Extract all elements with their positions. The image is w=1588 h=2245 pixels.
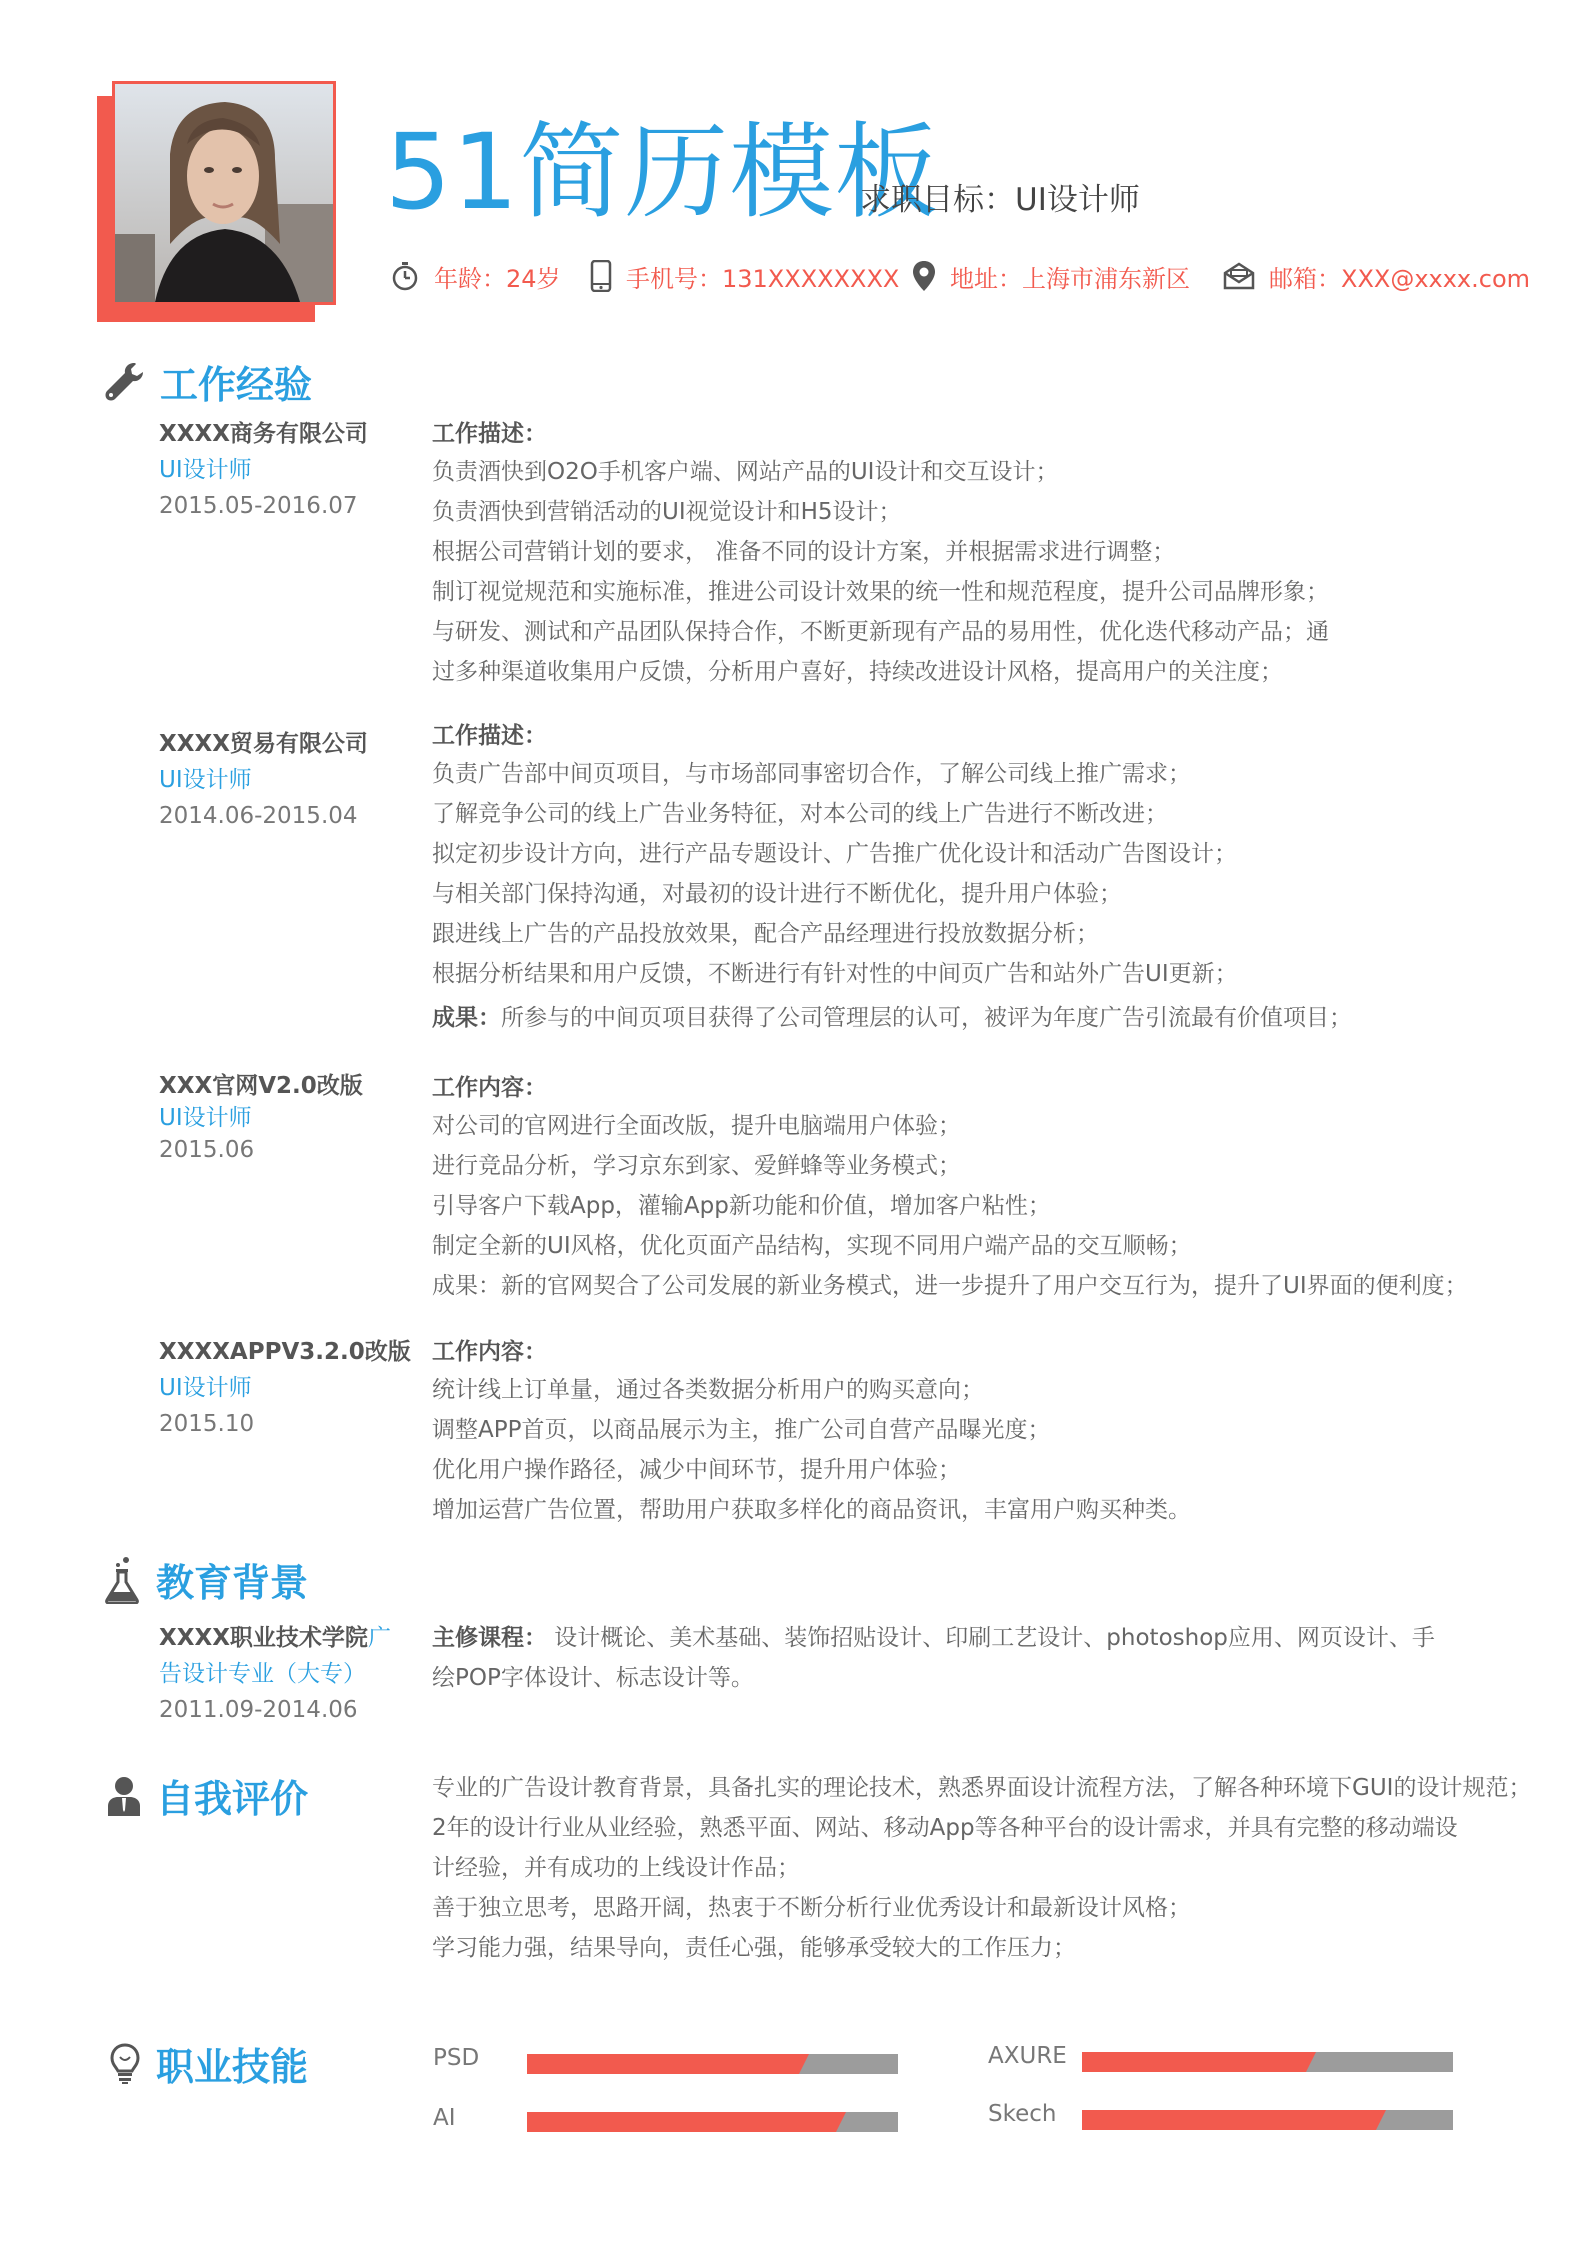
lightbulb-icon xyxy=(110,2043,140,2085)
location-pin-icon xyxy=(912,260,936,292)
section-work-title: 工作经验 xyxy=(160,363,313,407)
skill-bar xyxy=(1082,2110,1453,2130)
contact-email xyxy=(1223,256,1530,296)
stopwatch-icon xyxy=(390,261,420,291)
company-name: XXXX商务有限公司 xyxy=(159,421,368,447)
description-line: 与研发、测试和产品团队保持合作，不断更新现有产品的易用性，优化迭代移动产品；通 xyxy=(432,619,1329,645)
description-line: 负责酒快到O2O手机客户端、网站产品的UI设计和交互设计； xyxy=(432,459,1059,485)
job-date: 2015.05-2016.07 xyxy=(159,493,358,519)
job-date: 2015.06 xyxy=(159,1137,255,1163)
section-work-heading xyxy=(104,354,312,409)
contact-email-text: 邮箱：XXX@xxxx.com xyxy=(1269,264,1531,293)
description-line: 增加运营广告位置，帮助用户获取多样化的商品资讯，丰富用户购买种类。 xyxy=(432,1497,1191,1523)
contact-age-text: 年龄：24岁 xyxy=(434,264,561,293)
education-desc xyxy=(432,1618,1512,1698)
skill-name: AI xyxy=(433,2105,456,2131)
section-education-heading xyxy=(104,1552,308,1607)
course-label: 主修课程： xyxy=(432,1625,547,1651)
skill-bar xyxy=(527,2054,898,2074)
skill-bar-fill xyxy=(527,2112,846,2132)
description-line: 统计线上订单量，通过各类数据分析用户的购买意向； xyxy=(432,1377,984,1403)
description-line: 过多种渠道收集用户反馈，分析用户喜好，持续改进设计风格，提高用户的关注度； xyxy=(432,659,1283,685)
mobile-phone-icon xyxy=(590,260,612,292)
work-entry-2-desc xyxy=(432,718,1512,1038)
description-heading: 工作内容： xyxy=(432,1339,547,1365)
skill-bar-fill xyxy=(527,2054,809,2074)
section-skills-heading xyxy=(110,2036,308,2091)
result-text: 所参与的中间页项目获得了公司管理层的认可，被评为年度广告引流最有价值项目； xyxy=(501,1005,1352,1031)
section-self-eval-title: 自我评价 xyxy=(156,1777,309,1821)
description-heading: 工作描述： xyxy=(432,723,547,749)
job-date: 2014.06-2015.04 xyxy=(159,803,358,829)
description-line: 负责广告部中间页项目，与市场部同事密切合作，了解公司线上推广需求； xyxy=(432,761,1191,787)
person-icon xyxy=(108,1776,140,1816)
contact-age xyxy=(390,256,561,296)
job-role: UI设计师 xyxy=(159,1375,252,1401)
work-entry-2-meta xyxy=(159,726,419,834)
job-date: 2015.10 xyxy=(159,1411,255,1437)
self-eval-line: 专业的广告设计教育背景，具备扎实的理论技术，熟悉界面设计流程方法，了解各种环境下GUI的设计规范； xyxy=(432,1775,1532,1801)
self-eval-line: 善于独立思考，思路开阔，热衷于不断分析行业优秀设计和最新设计风格； xyxy=(432,1895,1191,1921)
result-label: 成果： xyxy=(432,1005,501,1031)
section-self-eval-heading xyxy=(108,1768,308,1823)
result-line xyxy=(432,998,1512,1038)
section-skills-title: 职业技能 xyxy=(156,2045,309,2089)
self-eval-line: 2年的设计行业从业经验，熟悉平面、网站、移动App等各种平台的设计需求，并具有完整的移动端设 xyxy=(432,1815,1458,1841)
mail-envelope-icon xyxy=(1223,262,1255,290)
work-entry-1-meta xyxy=(159,416,419,524)
school-name xyxy=(159,1620,429,1656)
description-line: 了解竞争公司的线上广告业务特征，对本公司的线上广告进行不断改进； xyxy=(432,801,1168,827)
job-role: UI设计师 xyxy=(159,767,252,793)
work-entry-3-meta xyxy=(159,1070,419,1166)
description-line: 调整APP首页，以商品展示为主，推广公司自营产品曝光度； xyxy=(432,1417,1051,1443)
description-heading: 工作内容： xyxy=(432,1075,547,1101)
skill-name: AXURE xyxy=(988,2043,1067,2069)
description-line: 引导客户下载App，灌输App新功能和价值，增加客户粘性； xyxy=(432,1193,1051,1219)
company-name: XXXXAPPV3.2.0改版 xyxy=(159,1339,411,1365)
course-line xyxy=(432,1618,1512,1658)
skill-bar-fill xyxy=(1082,2110,1386,2130)
page-title: 51简历模板 xyxy=(385,111,940,233)
description-line: 根据公司营销计划的要求， 准备不同的设计方案，并根据需求进行调整； xyxy=(432,539,1176,565)
description-line: 优化用户操作路径，减少中间环节，提升用户体验； xyxy=(432,1457,961,1483)
skill-name: Skech xyxy=(988,2101,1057,2127)
skill-bar xyxy=(527,2112,898,2132)
description-line: 制定全新的UI风格，优化页面产品结构，实现不同用户端产品的交互顺畅； xyxy=(432,1233,1192,1259)
section-education-title: 教育背景 xyxy=(156,1561,309,1605)
job-role: UI设计师 xyxy=(159,1105,252,1131)
skill-bar-fill xyxy=(1082,2052,1316,2072)
education-meta xyxy=(159,1620,429,1728)
description-line: 对公司的官网进行全面改版，提升电脑端用户体验； xyxy=(432,1113,961,1139)
description-line: 跟进线上广告的产品投放效果，配合产品经理进行投放数据分析； xyxy=(432,921,1099,947)
self-eval-line: 计经验，并有成功的上线设计作品； xyxy=(432,1855,800,1881)
description-line: 进行竞品分析，学习京东到家、爱鲜蜂等业务模式； xyxy=(432,1153,961,1179)
major-part-1: 广 xyxy=(367,1625,391,1651)
company-name: XXX官网V2.0改版 xyxy=(159,1073,363,1099)
school-title: XXXX职业技术学院 xyxy=(159,1625,368,1651)
contact-address-text: 地址：上海市浦东新区 xyxy=(950,264,1190,293)
company-name: XXXX贸易有限公司 xyxy=(159,731,368,757)
description-line: 制订视觉规范和实施标准，推进公司设计效果的统一性和规范程度，提升公司品牌形象； xyxy=(432,579,1329,605)
skill-name: PSD xyxy=(433,2045,480,2071)
work-entry-3-desc xyxy=(432,1070,1512,1306)
description-line: 成果：新的官网契合了公司发展的新业务模式，进一步提升了用户交互行为，提升了UI界面的便利度； xyxy=(432,1273,1468,1299)
description-line: 根据分析结果和用户反馈，不断进行有针对性的中间页广告和站外广告UI更新； xyxy=(432,961,1238,987)
description-line: 拟定初步设计方向，进行产品专题设计、广告推广优化设计和活动广告图设计； xyxy=(432,841,1237,867)
course-line-2: 绘POP字体设计、标志设计等。 xyxy=(432,1665,754,1691)
work-entry-1-desc xyxy=(432,416,1512,692)
contact-phone xyxy=(590,256,899,296)
wrench-icon xyxy=(104,361,144,403)
avatar xyxy=(112,81,336,305)
self-eval-line: 学习能力强，结果导向，责任心强，能够承受较大的工作压力； xyxy=(432,1935,1076,1961)
work-entry-4-desc xyxy=(432,1334,1512,1530)
course-text: 设计概论、美术基础、装饰招贴设计、印刷工艺设计、photoshop应用、网页设计、手 xyxy=(547,1625,1435,1651)
description-line: 负责酒快到营销活动的UI视觉设计和H5设计； xyxy=(432,499,902,525)
flask-icon xyxy=(104,1556,140,1604)
major-name: 告设计专业（大专） xyxy=(159,1661,366,1687)
description-line: 与相关部门保持沟通，对最初的设计进行不断优化，提升用户体验； xyxy=(432,881,1122,907)
education-date: 2011.09-2014.06 xyxy=(159,1697,358,1723)
job-target: 求职目标：UI设计师 xyxy=(860,182,1140,218)
self-eval-text xyxy=(432,1768,1532,1968)
description-heading: 工作描述： xyxy=(432,421,547,447)
skill-bar xyxy=(1082,2052,1453,2072)
job-role: UI设计师 xyxy=(159,457,252,483)
contact-address xyxy=(912,256,1190,296)
contact-phone-text: 手机号：131XXXXXXXX xyxy=(626,264,900,293)
portrait-photo xyxy=(115,84,333,302)
work-entry-4-meta xyxy=(159,1334,419,1442)
